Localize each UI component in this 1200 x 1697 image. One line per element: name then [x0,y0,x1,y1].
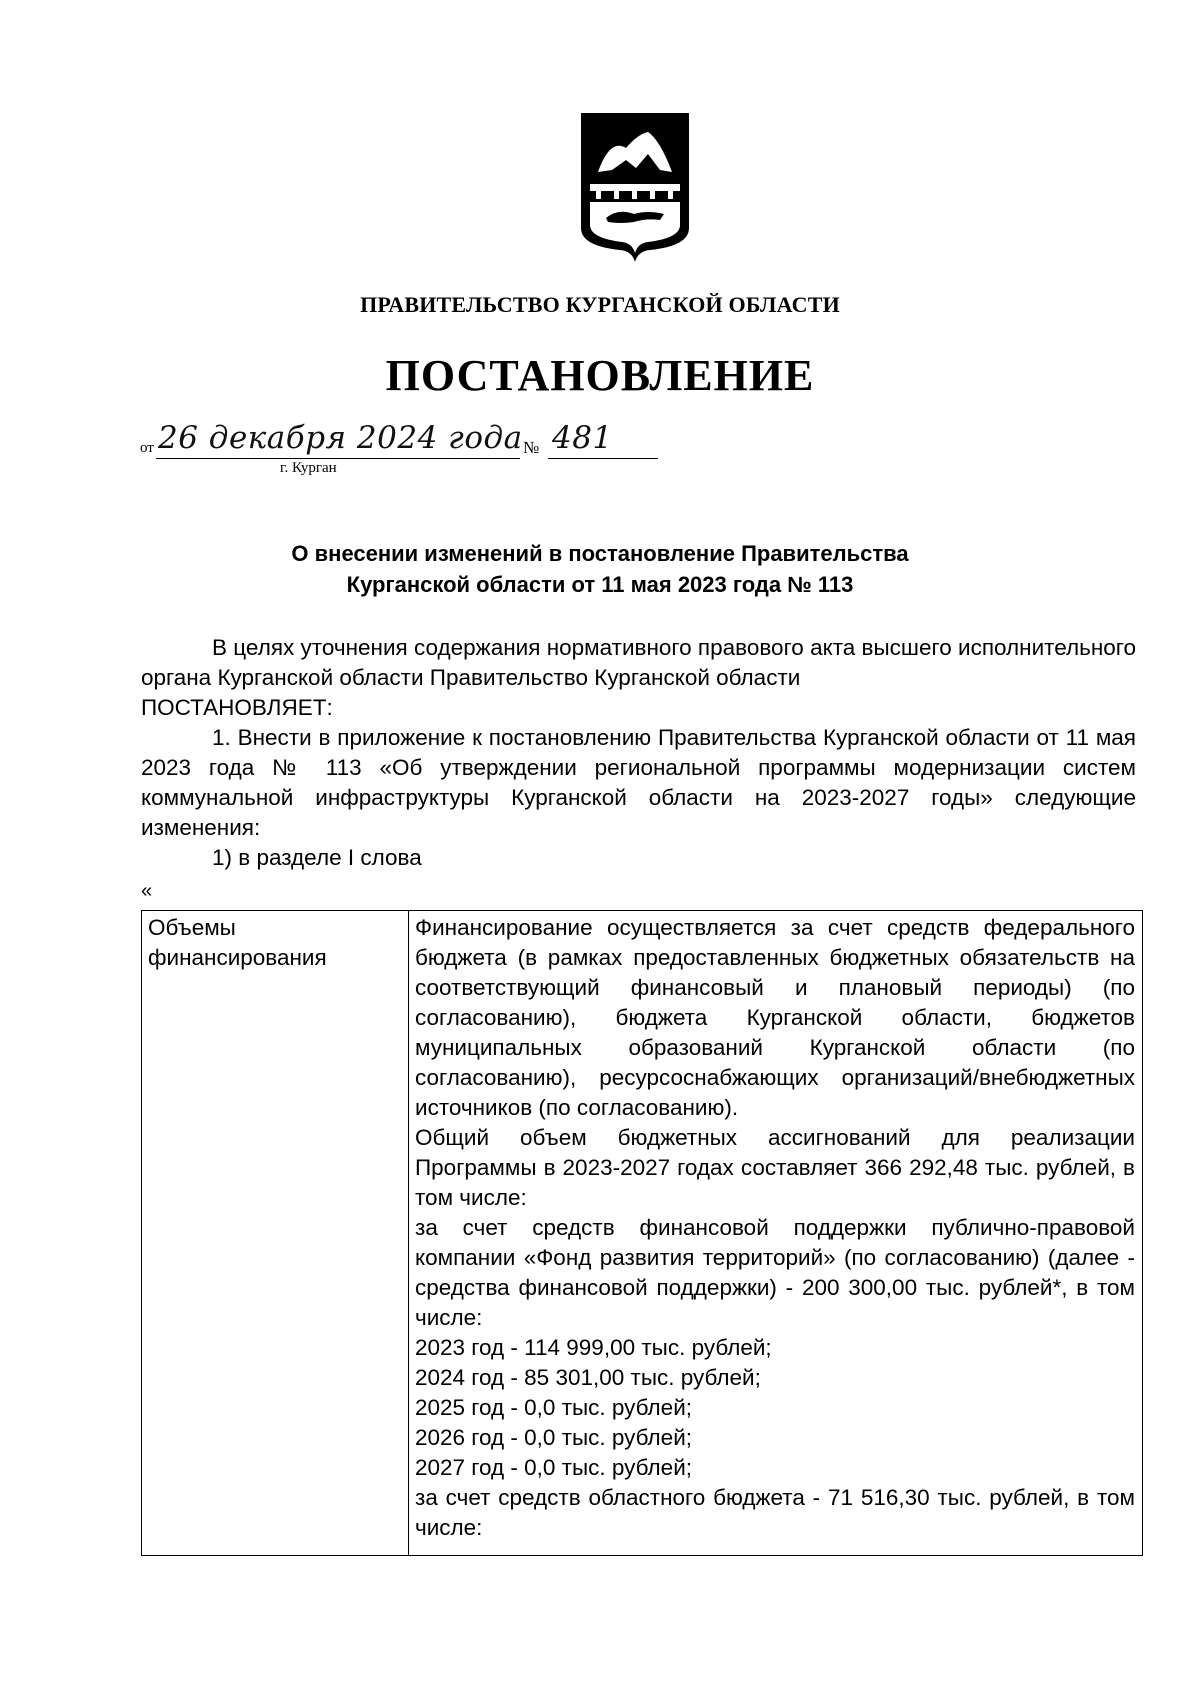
preamble-paragraph: В целях уточнения содержания нормативного правового акта высшего исполнительного органа Курганской области Правительство Курганской области [141,635,1136,690]
handwritten-date: 26 декабря 2024 года [158,420,523,456]
handwritten-number: 481 [552,420,613,456]
funding-table [141,910,1143,1556]
funding-year-line: 2025 год - 0,0 тыс. рублей; [415,1395,693,1420]
funding-paragraph: Финансирование осуществляется за счет средств федерального бюджета (в рамках предоставленных бюджетных обязательств на соответствующий финансовый и плановый периоды) (по согласованию), бюджета Курганской области, бюджетов муниципальных образований Курганской области (по согласованию), ресурсоснабжающих организаций/внебюджетных источников (по согласованию). [415,915,1135,1120]
document-title [0,538,1200,600]
funding-paragraph: за счет средств финансовой поддержки публично-правовой компании «Фонд развития территорий» (по согласованию) (далее - средства финансовой поддержки) - 200 300,00 тыс. рублей*, в том числе: [415,1215,1135,1330]
coat-of-arms-emblem [578,110,692,263]
funding-year-line: 2024 год - 85 301,00 тыс. рублей; [415,1365,761,1390]
resolves-word: ПОСТАНОВЛЯЕТ: [141,695,333,720]
document-type: ПОСТАНОВЛЕНИЕ [385,351,815,400]
table-row [142,911,1143,1556]
document-date-number [140,420,660,480]
government-name: ПРАВИТЕЛЬСТВО КУРГАНСКОЙ ОБЛАСТИ [360,292,840,317]
funding-label-cell: Объемы финансирования [142,911,409,1556]
opening-quote: « [141,880,153,902]
subitem-1-paragraph: 1) в разделе I слова [212,845,422,870]
date-prefix: от [140,440,154,456]
date-underline [156,458,520,459]
funding-paragraph: за счет средств областного бюджета - 71 516,30 тыс. рублей, в том числе: [415,1485,1135,1540]
title-line-1: О внесении изменений в постановление Правительства [291,541,909,566]
number-sign: № [523,438,540,457]
funding-year-line: 2023 год - 114 999,00 тыс. рублей; [415,1335,772,1360]
funding-year-line: 2027 год - 0,0 тыс. рублей; [415,1455,693,1480]
number-underline [548,458,658,459]
funding-year-line: 2026 год - 0,0 тыс. рублей; [415,1425,693,1450]
title-line-2: Курганской области от 11 мая 2023 года № 113 [346,572,854,597]
place-of-issue: г. Курган [280,460,337,476]
item-1-paragraph: 1. Внести в приложение к постановлению Правительства Курганской области от 11 мая 2023 года № 113 «Об утверждении региональной программы модернизации систем коммунальной инфраструктуры Курганской области на 2023-2027 годы» следующие изменения: [141,725,1136,840]
funding-paragraph: Общий объем бюджетных ассигнований для реализации Программы в 2023-2027 годах составляет 366 292,48 тыс. рублей, в том числе: [415,1125,1135,1210]
funding-text-cell [409,911,1143,1556]
document-body [141,633,1136,873]
